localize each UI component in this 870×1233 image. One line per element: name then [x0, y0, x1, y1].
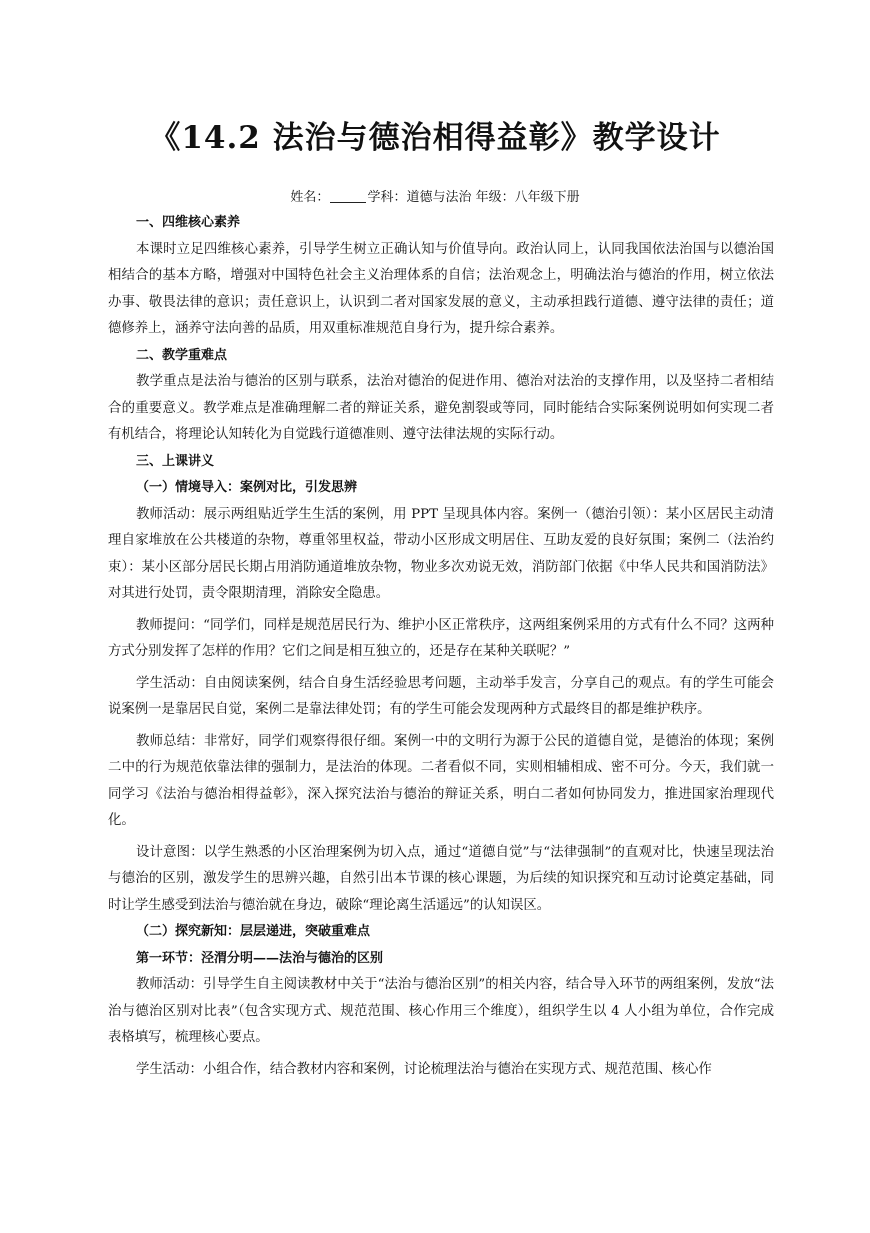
name-label: 姓名：: [290, 190, 330, 205]
meta-info: 学科：道德与法治 年级：八年级下册: [367, 190, 580, 205]
document-title: 《14.2 法治与德治相得益彰》教学设计: [149, 120, 721, 156]
document-meta: [0, 186, 870, 205]
paragraph: 本课时立足四维核心素养，引导学生树立正确认知与价值导向。政治认同上，认同我国依法治国与以德治国相结合的基本方略，增强对中国特色社会主义治理体系的自信；法治观念上，明确法治与德治的作用，树立依法办事、敬畏法律的意识；责任意识上，认识到二者对国家发展的意义，主动承担践行道德、遵守法律的责任；道德修养上，涵养守法向善的品质，用双重标准规范自身行为，提升综合素养。: [108, 241, 774, 336]
subsection-heading-2: （二）探究新知：层层递进，突破重难点: [136, 924, 371, 939]
paragraph: 设计意图：以学生熟悉的小区治理案例为切入点，通过“道德自觉”与“法律强制”的直观对比，快速呈现法治与德治的区别，激发学生的思辨兴趣，自然引出本节课的核心课题，为后续的知识探究和互动讨论奠定基础，同时让学生感受到法治与德治就在身边，破除“理论离生活遥远”的认知误区。: [108, 844, 774, 913]
name-blank: [330, 190, 366, 203]
paragraph: 教学重点是法治与德治的区别与联系，法治对德治的促进作用、德治对法治的支撑作用，以及坚持二者相结合的重要意义。教学难点是准确理解二者的辩证关系，避免割裂或等同，同时能结合实际案例说明如何实现二者有机结合，将理论认知转化为自觉践行道德准则、遵守法律法规的实际行动。: [108, 374, 774, 442]
paragraph: 教师活动：引导学生自主阅读教材中关于“法治与德治区别”的相关内容，结合导入环节的两组案例，发放“法治与德治区别对比表”（包含实现方式、规范范围、核心作用三个维度），组织学生以 4 人小组为单位，合作完成表格填写，梳理核心要点。: [108, 977, 774, 1045]
paragraph: 学生活动：自由阅读案例，结合自身生活经验思考问题，主动举手发言，分享自己的观点。有的学生可能会说案例一是靠居民自觉，案例二是靠法律处罚；有的学生可能会发现两种方式最终目的都是维护秩序。: [108, 675, 774, 717]
paragraph: 学生活动：小组合作，结合教材内容和案例，讨论梳理法治与德治在实现方式、规范范围、核心作: [136, 1061, 712, 1077]
section-heading-1: 一、四维核心素养: [136, 215, 241, 230]
section-heading-2: 二、教学重难点: [136, 347, 228, 363]
paragraph: 教师总结：非常好，同学们观察得很仔细。案例一中的文明行为源于公民的道德自觉，是德治的体现；案例二中的行为规范依靠法律的强制力，是法治的体现。二者看似不同，实则相辅相成、密不可分。今天，我们就一同学习《法治与德治相得益彰》，深入探究法治与德治的辩证关系，明白二者如何协同发力，推进国家治理现代化。: [108, 733, 774, 828]
paragraph: 教师提问：“同学们，同样是规范居民行为、维护小区正常秩序，这两组案例采用的方式有什么不同？这两种方式分别发挥了怎样的作用？它们之间是相互独立的，还是存在某种关联呢？”: [108, 617, 774, 659]
paragraph: 教师活动：展示两组贴近学生生活的案例，用 PPT 呈现具体内容。案例一（德治引领）：某小区居民主动清理自家堆放在公共楼道的杂物，尊重邻里权益，带动小区形成文明居住、互助友爱的良好氛围；案例二（法治约束）：某小区部分居民长期占用消防通道堆放杂物，物业多次劝说无效，消防部门依据《中华人民共和国消防法》对其进行处罚，责令限期清理，消除安全隐患。: [108, 506, 774, 601]
section-heading-3: 三、上课讲义: [136, 453, 215, 469]
document-body: [108, 210, 774, 1083]
step-heading-1: 第一环节：泾渭分明——法治与德治的区别: [136, 950, 384, 966]
subsection-heading-1: （一）情境导入：案例对比，引发思辨: [136, 480, 358, 495]
